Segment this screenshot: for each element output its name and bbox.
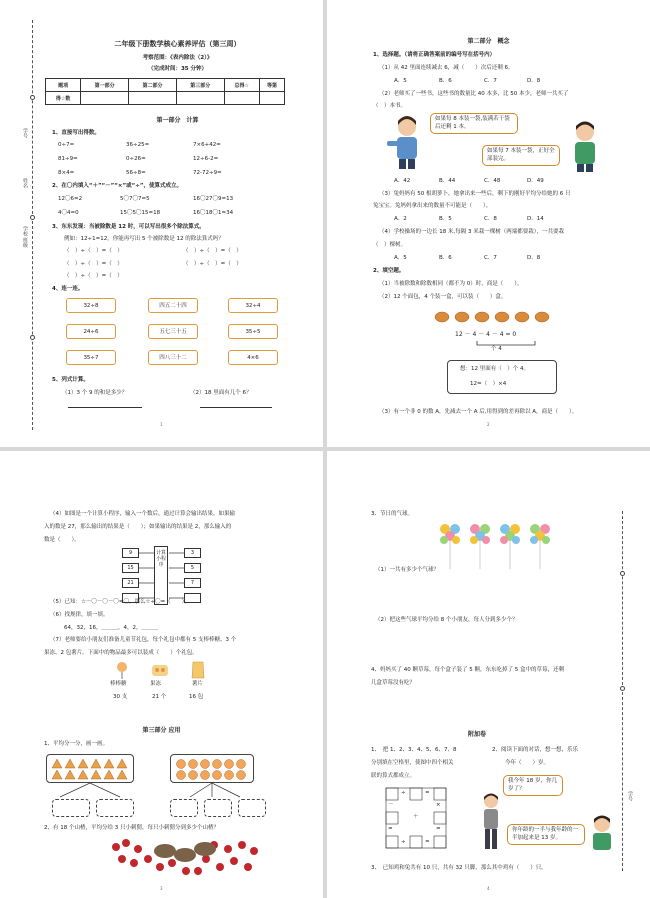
hint-text: 想：12 里面有（ ）个 4。 — [460, 366, 529, 372]
question-text: （3）有一个非 0 的数 A，先减去一个 A 后,用得到的差再除以 A，商是（ ）。 — [379, 409, 578, 415]
sequence: 64，32，16，＿＿＿，4，2，＿＿＿ — [64, 625, 158, 631]
page-2 — [327, 0, 650, 447]
match-left-item[interactable]: 32÷8 — [66, 298, 116, 313]
triangles-group — [51, 758, 131, 781]
answer-line[interactable] — [200, 407, 272, 408]
calc-item: 36÷25= — [126, 142, 150, 148]
question-heading: 2、填空题。 — [373, 268, 405, 274]
bread-row — [434, 307, 554, 327]
question-heading: 5、列式计算。 — [52, 377, 89, 383]
item-quantity: 16 包 — [189, 694, 204, 700]
option[interactable]: B．6 — [439, 255, 452, 261]
question-text: 3、 已知鸡和兔共有 10 只，共有 32 只脚，那么其中鸡有（ ）只。 — [371, 865, 547, 871]
question-text: （ ）棵树。 — [373, 242, 407, 248]
binding-hole — [30, 95, 35, 100]
program-input: 15 — [122, 563, 139, 573]
item-quantity: 30 支 — [113, 694, 128, 700]
brace — [476, 340, 536, 348]
page-number: 4 — [487, 886, 490, 891]
match-left-item[interactable]: 35÷7 — [66, 350, 116, 365]
question-text: （ ）本书。 — [373, 103, 407, 109]
question-text: （4）如图是一个计算小程序，输入一个数后，通过计算会输出结果。如果输 — [50, 511, 236, 517]
program-output: 5 — [184, 563, 201, 573]
match-left-item[interactable]: 24÷6 — [66, 324, 116, 339]
question-heading: 1、直接写出得数。 — [52, 130, 100, 136]
program-output: 3 — [184, 548, 201, 558]
page-number: 2 — [487, 422, 490, 427]
grid-operator: = — [388, 826, 393, 832]
program-box: 计算小程序 — [154, 546, 168, 605]
chips-icon — [191, 661, 205, 679]
time-limit: （完成时间：35 分钟） — [147, 66, 208, 72]
option[interactable]: D．8 — [527, 78, 541, 84]
balloons-illustration — [435, 521, 555, 571]
section-title: 第三部分 应用 — [142, 727, 181, 734]
question-text: （2）把这些气球平均分给 8 个小朋友，每人分到多少个？ — [375, 617, 518, 623]
binding-line — [32, 20, 33, 430]
question-text: （1）当被除数和除数相同（都不为 0）时，商是（ ）。 — [379, 281, 523, 287]
program-input: 21 — [122, 578, 139, 588]
page-4 — [327, 451, 650, 898]
answer-box[interactable] — [96, 799, 134, 817]
option[interactable]: C．7 — [484, 78, 497, 84]
triangles-box — [46, 754, 134, 783]
question-text: （3）兔妈妈有 50 根胡萝卜，她拿出来一些后，剩下的刚好平均分给她的 6 只 — [379, 191, 571, 197]
fill-item: 15〇5〇15=18 — [120, 210, 161, 216]
calc-item: 12÷6-2= — [193, 156, 219, 162]
question-text: 1、平均分一分，画一画。 — [44, 741, 109, 747]
calc-item: 81÷9= — [58, 156, 78, 162]
question-text: （1）一共有多少个气球？ — [375, 567, 440, 573]
jelly-icon — [151, 663, 169, 677]
match-mid-item[interactable]: 四五二十四 — [148, 298, 198, 313]
page-number: 3 — [160, 886, 163, 891]
side-label-name: 姓名 — [22, 178, 28, 188]
fill-item: 5〇7〇7=5 — [120, 196, 150, 202]
grid-operator: ÷ — [401, 790, 406, 796]
question-text: （5）已知：☆－〇－〇－〇=〇，那么☆÷〇=（ ）。 — [50, 599, 190, 605]
answer-box[interactable] — [170, 799, 198, 817]
score-table — [45, 78, 285, 105]
table-header: 第三部分 — [176, 79, 224, 92]
table-header: 等第 — [259, 79, 284, 92]
page-number: 1 — [160, 422, 163, 427]
option[interactable]: A．42 — [394, 178, 411, 184]
question-text: 兔宝宝。兔妈妈拿出来的数量不可能是（ ）。 — [373, 203, 492, 209]
table-header: 第一部分 — [81, 79, 129, 92]
calc-item: 0÷7= — [58, 142, 75, 148]
table-row-label: 得☆数 — [46, 92, 81, 105]
grid-operator: － — [388, 802, 394, 808]
blank-equation[interactable]: （ ）÷（ ）=（ ） — [64, 273, 123, 279]
question-text: 2、阅读下面的对话，想一想，乐乐 — [492, 747, 579, 753]
hint-text: 12=（ ）×4 — [470, 381, 507, 387]
binding-line — [622, 511, 623, 871]
binding-hole — [620, 686, 625, 691]
calc-item: 56÷8= — [126, 170, 146, 176]
item-name: 果冻 — [150, 681, 162, 687]
table-header: 总得☆ — [224, 79, 259, 92]
table-header: 题项 — [46, 79, 81, 92]
binding-hole — [30, 335, 35, 340]
word-problem: （2）18 里面有几个 6？ — [190, 390, 252, 396]
grid-operator: ＋ — [413, 814, 419, 820]
boy-student-illustration — [565, 118, 605, 173]
fill-item: 16〇18〇1=34 — [193, 210, 234, 216]
speech-bubble: 如果每 7 本装一袋，正好全部装完。 — [482, 145, 560, 166]
option[interactable]: B．6 — [439, 78, 452, 84]
score-cell[interactable] — [81, 92, 129, 105]
match-right-item[interactable]: 35÷5 — [228, 324, 278, 339]
side-label-class: 学校 班级 — [22, 226, 28, 248]
question-text: 3、节日的气球。 — [371, 511, 413, 517]
boy-standing-illustration — [477, 791, 505, 853]
section-title: 第一部分 计算 — [156, 117, 199, 124]
question-text: 2、有 18 个山楂，平均分给 3 只小刺猬，每只小刺猬分到多少个山楂？ — [44, 825, 219, 831]
speech-bubble: 你年龄的一半与我年龄的一半加起来是 13 岁。 — [507, 824, 585, 845]
question-heading: 1、选择题。（请将正确答案前的编号写在括号内） — [373, 52, 496, 58]
question-text: （1）从 42 里面连续减去 6，减（ ）次后还剩 6。 — [379, 65, 514, 71]
binding-hole — [30, 215, 35, 220]
program-output: 7 — [184, 578, 201, 588]
question-heading: 3、东东发现：当被除数是 12 时，可以写出很多个除法算式。 — [52, 224, 205, 230]
match-right-item[interactable]: 4×6 — [228, 350, 278, 365]
grid-operator: = — [425, 790, 430, 796]
fill-item: 4〇4=0 — [58, 210, 79, 216]
blank-equation[interactable]: （ ）÷（ ）=（ ） — [183, 261, 242, 267]
blank-equation[interactable]: （ ）÷（ ）=（ ） — [183, 248, 242, 254]
option[interactable]: B．5 — [439, 216, 452, 222]
question-text: 入的数是 27，那么输出的结果是（ ）；如果输出的结果是 2，那么输入的 — [44, 524, 232, 530]
blank-equation[interactable]: （ ）÷（ ）=（ ） — [64, 261, 123, 267]
calc-item: 72-72÷9= — [193, 170, 222, 176]
question-text: 数是（ ）。 — [44, 537, 80, 543]
calc-item: 7×6+42= — [193, 142, 221, 148]
option[interactable]: D．8 — [527, 255, 541, 261]
speech-bubble: 我今年 18 岁，你几岁了？ — [503, 775, 563, 796]
hawthorn-hedgehog-illustration — [110, 837, 260, 877]
question-text: 今年（ ）岁。 — [505, 760, 550, 766]
branch-lines — [40, 783, 270, 799]
exam-scope: 考察范围：《表内除法（2）》 — [142, 55, 213, 61]
lollipop-icon — [114, 661, 130, 679]
match-right-item[interactable]: 32÷4 — [228, 298, 278, 313]
option[interactable]: C．7 — [484, 255, 497, 261]
page-3 — [0, 451, 323, 898]
fill-item: 12〇6=2 — [58, 196, 83, 202]
item-quantity: 21 个 — [152, 694, 167, 700]
question-text: 几盒草莓没有吃？ — [371, 680, 416, 686]
section-title: 第二部分 概念 — [467, 38, 510, 45]
score-cell[interactable] — [129, 92, 177, 105]
option[interactable]: C．48 — [484, 178, 501, 184]
page-title: 二年级下册数学核心素养评估（第三周） — [114, 40, 241, 48]
option[interactable]: C．8 — [484, 216, 497, 222]
calc-item: 0÷26= — [126, 156, 146, 162]
item-name: 薯片 — [192, 681, 204, 687]
grid-operator: ÷ — [401, 839, 406, 845]
answer-line[interactable] — [68, 407, 142, 408]
question-text: 果冻、2 包薯片。下面中的物品最多可以装成（ ）个礼包。 — [44, 650, 198, 656]
item-name: 棒棒糖 — [110, 681, 127, 687]
answer-box[interactable] — [204, 799, 232, 817]
table-header: 第二部分 — [129, 79, 177, 92]
question-heading: 4、连一连。 — [52, 286, 84, 292]
option[interactable]: A．2 — [394, 216, 407, 222]
word-problem: （1）3 个 9 的和是多少？ — [62, 390, 128, 396]
question-text: （2）12 个面包，4 个装一盒，可以装（ ）盒。 — [379, 294, 507, 300]
boy-teacher-illustration — [385, 113, 430, 171]
blank-equation[interactable]: （ ）÷（ ）=（ ） — [64, 248, 123, 254]
subtraction-equation: 12 － 4 － 4 － 4 = 0 — [455, 331, 517, 338]
question-heading: 2、在〇内填入“＋”“－”“×”或“÷”，使算式成立。 — [52, 183, 182, 189]
side-label-id: 学号 — [22, 128, 28, 138]
match-mid-item[interactable]: 五七三十五 — [148, 324, 198, 339]
question-text: （7）老师要给小朋友们准备儿童节礼包，每个礼包中都有 5 支棒棒糖、3 个 — [50, 637, 237, 643]
circles-group — [175, 758, 251, 781]
option[interactable]: A．5 — [394, 255, 407, 261]
option[interactable]: B．44 — [439, 178, 456, 184]
speech-bubble: 如果每 8 本装一袋,装满若干袋后还剩 1 本。 — [430, 113, 518, 134]
score-cell[interactable] — [176, 92, 224, 105]
binding-hole — [620, 571, 625, 576]
brace-label: 个 4 — [491, 346, 502, 352]
grid-operator: = — [425, 839, 430, 845]
match-mid-item[interactable]: 四八三十二 — [148, 350, 198, 365]
page-1 — [0, 0, 323, 447]
question-text: （2）老师买了一些书，这些书的数量比 40 本多，比 50 本少，老师一共买了 — [379, 91, 569, 97]
section-title: 附加卷 — [467, 731, 486, 738]
option[interactable]: A．5 — [394, 78, 407, 84]
question-text: 1、 把 1、2、3、4、5、6、7、8 — [371, 747, 457, 753]
grid-operator: × — [436, 802, 441, 808]
score-cell[interactable] — [259, 92, 284, 105]
example-text: 例如：12÷1=12。你能再写出 5 个被除数是 12 的除法算式吗？ — [64, 236, 224, 242]
side-label-id: 学号 — [627, 791, 633, 801]
question-text: （6）找规律，填一填。 — [50, 612, 109, 618]
grid-operator: = — [436, 826, 441, 832]
question-text: 分别填在空格里，使图中四个相关 — [371, 760, 454, 766]
program-input: 9 — [122, 548, 139, 558]
question-text: （4）学校操场的一边长 18 米,每隔 3 米栽一棵树（两端都要栽），一共要栽 — [379, 229, 564, 235]
question-text: 4、妈妈买了 40 颗草莓，每个盒子装了 5 颗，东东吃掉了 5 盒中的草莓，还剩 — [371, 667, 564, 673]
circles-box — [170, 754, 254, 783]
answer-box[interactable] — [238, 799, 266, 817]
calc-item: 8×4= — [58, 170, 75, 176]
answer-box[interactable] — [52, 799, 90, 817]
question-text: 联的算式都成立。 — [371, 773, 416, 779]
option[interactable]: D．49 — [527, 178, 544, 184]
boy-thinking-illustration — [587, 813, 617, 851]
option[interactable]: D．14 — [527, 216, 544, 222]
hint-box — [447, 360, 557, 394]
fill-item: 16〇27〇9=13 — [193, 196, 234, 202]
score-cell[interactable] — [224, 92, 259, 105]
